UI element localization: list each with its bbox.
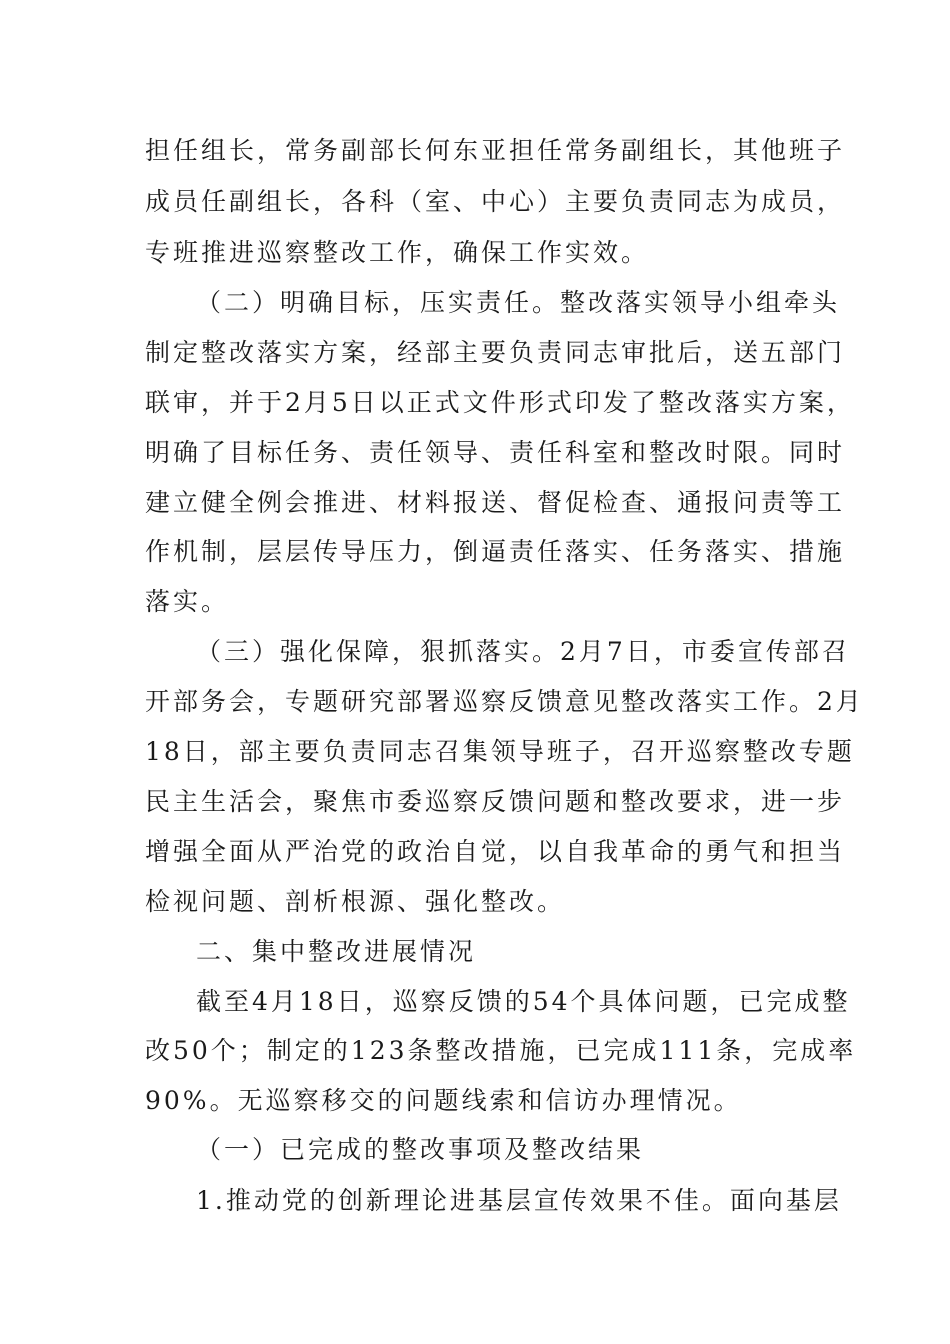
text-line: 落实。 (145, 587, 230, 616)
text-line: 专班推进巡察整改工作，确保工作实效。 (145, 238, 650, 267)
text-line: 增强全面从严治党的政治自觉，以自我革命的勇气和担当 (145, 837, 846, 866)
text-line: 截至4月18日，巡察反馈的54个具体问题，已完成整 (196, 987, 851, 1016)
text-line: 担任组长，常务副部长何东亚担任常务副组长，其他班子 (145, 136, 846, 165)
text-line: 检视问题、剖析根源、强化整改。 (145, 887, 566, 916)
text-line: 联审，并于2月5日以正式文件形式印发了整改落实方案， (145, 388, 855, 417)
subsection-heading: （一）已完成的整改事项及整改结果 (196, 1135, 645, 1164)
chapter-heading: 二、集中整改进展情况 (196, 937, 477, 966)
text-line: 开部务会，专题研究部署巡察反馈意见整改落实工作。2月 (145, 687, 864, 716)
text-line: 作机制，层层传导压力，倒逼责任落实、任务落实、措施 (145, 537, 846, 566)
text-line: 民主生活会，聚焦市委巡察反馈问题和整改要求，进一步 (145, 787, 846, 816)
list-item: 1.推动党的创新理论进基层宣传效果不佳。面向基层 (196, 1186, 842, 1215)
section-heading-3: （三）强化保障，狠抓落实。2月7日，市委宣传部召 (196, 637, 850, 666)
section-heading-2: （二）明确目标，压实责任。整改落实领导小组牵头 (196, 288, 841, 317)
text-line: 制定整改落实方案，经部主要负责同志审批后，送五部门 (145, 338, 846, 367)
text-line: 改50个；制定的123条整改措施，已完成111条，完成率 (145, 1036, 857, 1065)
text-line: 建立健全例会推进、材料报送、督促检查、通报问责等工 (145, 488, 846, 517)
text-line: 明确了目标任务、责任领导、责任科室和整改时限。同时 (145, 438, 846, 467)
text-line: 90%。无巡察移交的问题线索和信访办理情况。 (145, 1086, 742, 1115)
text-line: 成员任副组长，各科（室、中心）主要负责同志为成员， (145, 187, 846, 216)
text-line: 18日，部主要负责同志召集领导班子，召开巡察整改专题 (145, 737, 855, 766)
